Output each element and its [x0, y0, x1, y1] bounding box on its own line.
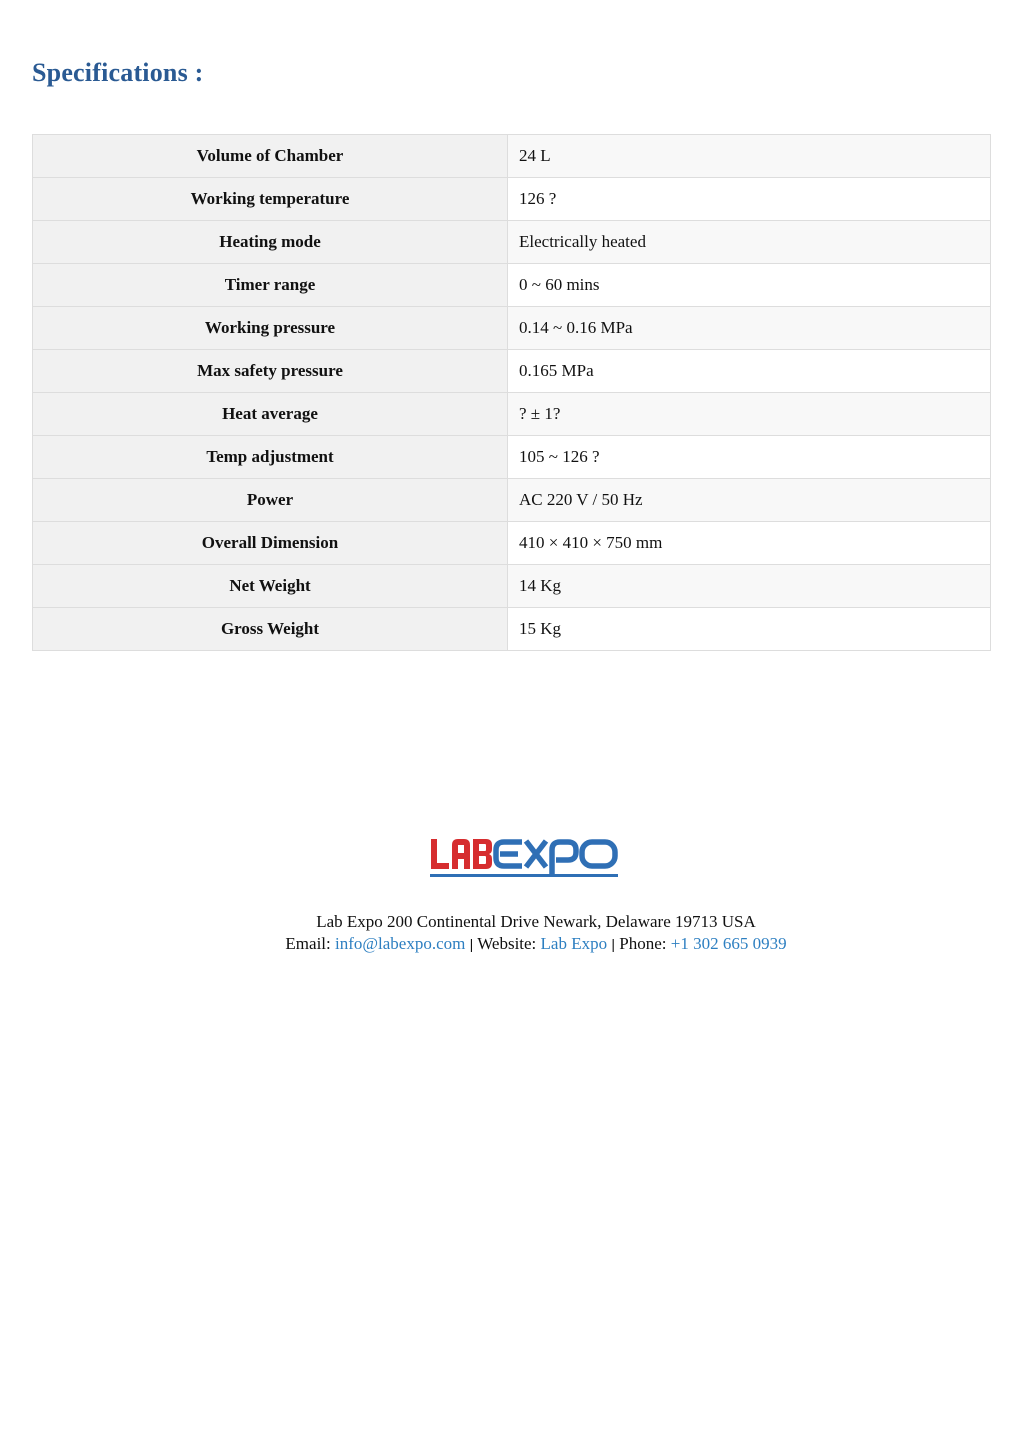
phone-link[interactable]: +1 302 665 0939 — [670, 934, 787, 953]
spec-label: Working pressure — [33, 307, 508, 350]
website-link[interactable]: Lab Expo — [540, 934, 608, 953]
website-label: Website: — [477, 934, 537, 953]
table-row — [33, 436, 991, 479]
phone-label: Phone: — [619, 934, 667, 953]
spec-label: Heat average — [33, 393, 508, 436]
table-row — [33, 350, 991, 393]
email-link[interactable]: info@labexpo.com — [335, 934, 466, 953]
email-label: Email: — [285, 934, 331, 953]
table-row — [33, 264, 991, 307]
specifications-table — [32, 134, 991, 651]
table-row — [33, 178, 991, 221]
separator: | — [611, 936, 615, 952]
table-row — [33, 522, 991, 565]
spec-value: 105 ~ 126 ? — [508, 436, 991, 479]
spec-label: Net Weight — [33, 565, 508, 608]
table-row — [33, 479, 991, 522]
labexpo-logo — [428, 835, 622, 881]
spec-value: 24 L — [508, 135, 991, 178]
spec-value: 15 Kg — [508, 608, 991, 651]
spec-label: Working temperature — [33, 178, 508, 221]
spec-value: 0.165 MPa — [508, 350, 991, 393]
spec-value: Electrically heated — [508, 221, 991, 264]
table-row — [33, 221, 991, 264]
table-row — [33, 135, 991, 178]
table-row — [33, 608, 991, 651]
spec-label: Power — [33, 479, 508, 522]
spec-value: ? ± 1? — [508, 393, 991, 436]
footer-contact-line — [0, 933, 1024, 955]
table-row — [33, 393, 991, 436]
spec-value: 0.14 ~ 0.16 MPa — [508, 307, 991, 350]
table-row — [33, 307, 991, 350]
spec-label: Gross Weight — [33, 608, 508, 651]
spec-value: 0 ~ 60 mins — [508, 264, 991, 307]
spec-value: AC 220 V / 50 Hz — [508, 479, 991, 522]
spec-value: 410 × 410 × 750 mm — [508, 522, 991, 565]
separator: | — [469, 936, 474, 952]
logo-underline — [430, 874, 618, 877]
spec-label: Timer range — [33, 264, 508, 307]
footer-address: Lab Expo 200 Continental Drive Newark, Delaware 19713 USA — [316, 912, 756, 931]
spec-label: Temp adjustment — [33, 436, 508, 479]
logo-expo-letters — [496, 841, 615, 875]
footer — [0, 911, 1024, 955]
spec-label: Max safety pressure — [33, 350, 508, 393]
logo-lab-letters — [431, 839, 492, 869]
spec-value: 126 ? — [508, 178, 991, 221]
table-row — [33, 565, 991, 608]
spec-label: Overall Dimension — [33, 522, 508, 565]
page-title: Specifications : — [32, 58, 204, 87]
spec-label: Volume of Chamber — [33, 135, 508, 178]
spec-value: 14 Kg — [508, 565, 991, 608]
spec-label: Heating mode — [33, 221, 508, 264]
